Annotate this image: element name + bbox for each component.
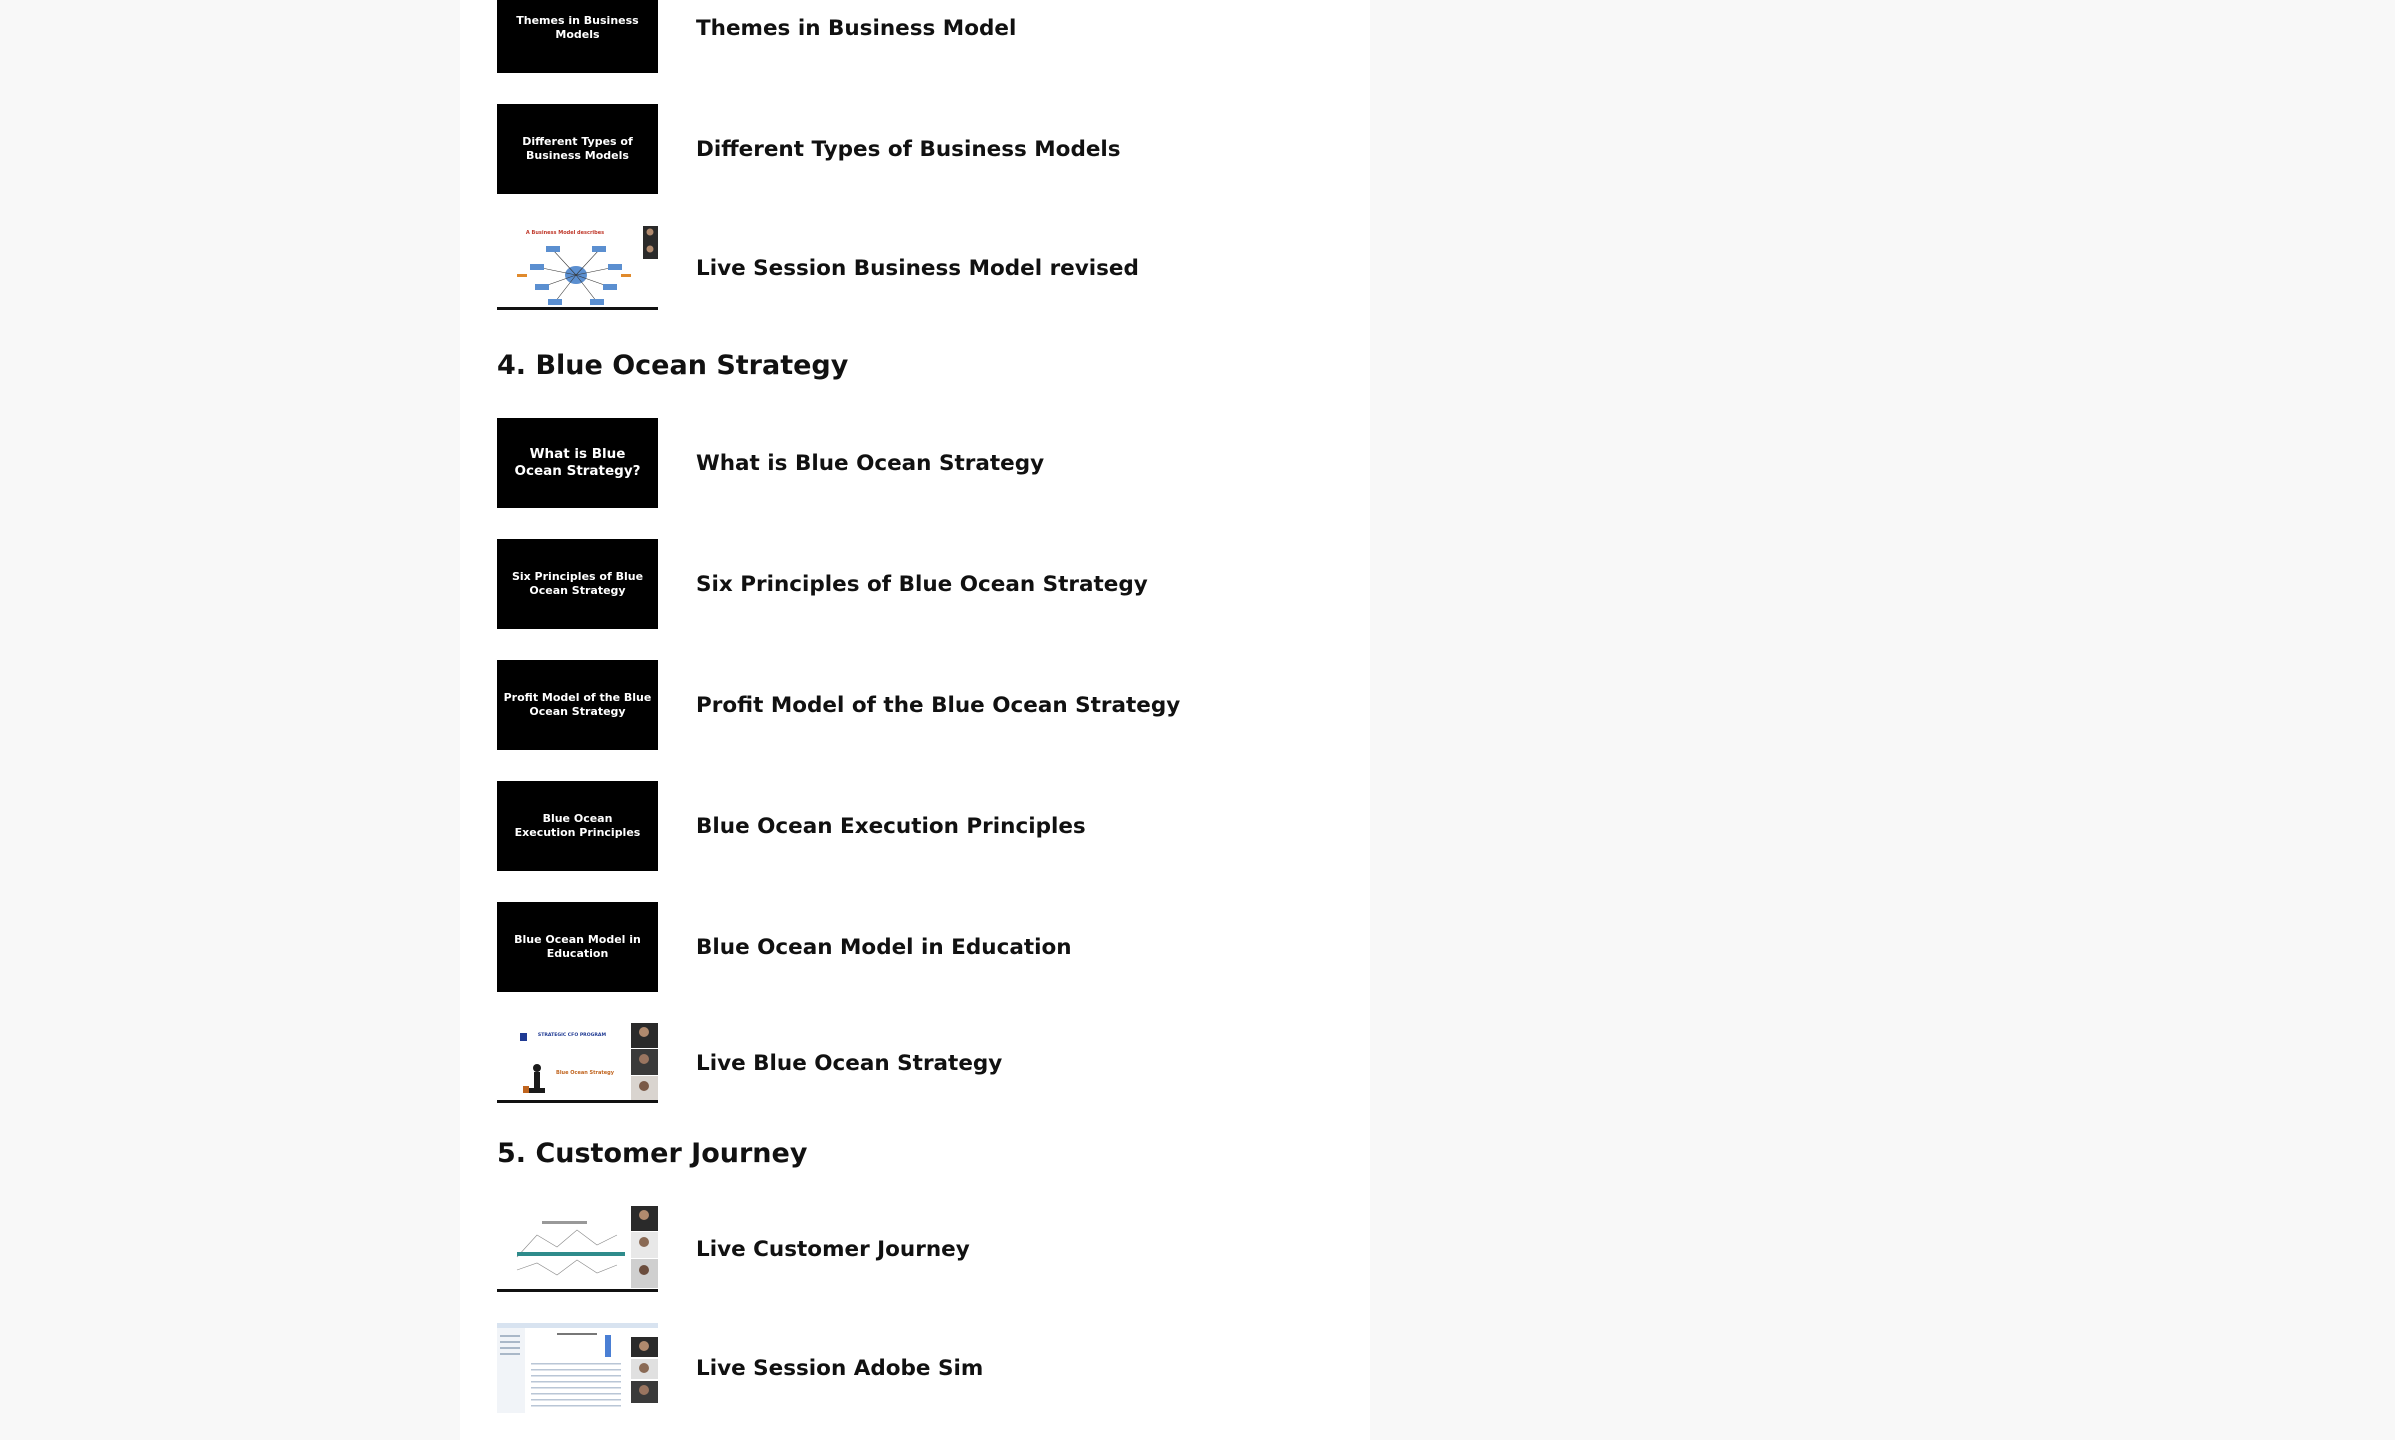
lesson-item[interactable]: [497, 781, 1086, 871]
lesson-thumbnail[interactable]: [497, 226, 658, 310]
strategy-slide-icon: [497, 1023, 658, 1102]
lesson-thumbnail[interactable]: [497, 1023, 658, 1103]
lesson-title[interactable]: Blue Ocean Execution Principles: [696, 813, 1086, 839]
lesson-title[interactable]: Live Session Business Model revised: [696, 255, 1139, 281]
section-heading: 5. Customer Journey: [497, 1138, 808, 1169]
lesson-item[interactable]: [497, 539, 1148, 629]
lesson-title[interactable]: Blue Ocean Model in Education: [696, 934, 1072, 960]
lesson-thumbnail[interactable]: [497, 902, 658, 992]
lesson-item[interactable]: [497, 0, 1016, 73]
lesson-title[interactable]: Live Customer Journey: [696, 1236, 970, 1262]
lesson-thumbnail[interactable]: [497, 781, 658, 871]
thumbnail-caption: STRATEGIC CFO PROGRAM: [537, 1032, 607, 1038]
lesson-title[interactable]: Six Principles of Blue Ocean Strategy: [696, 571, 1148, 597]
business-model-diagram-icon: [497, 226, 658, 309]
lesson-title[interactable]: Profit Model of the Blue Ocean Strategy: [696, 692, 1181, 718]
spreadsheet-sim-icon: [497, 1323, 658, 1413]
lesson-title[interactable]: Themes in Business Model: [696, 15, 1017, 41]
lesson-item[interactable]: [497, 1323, 983, 1413]
section-heading: 4. Blue Ocean Strategy: [497, 350, 849, 381]
thumbnail-caption: Blue Ocean Execution Principles: [514, 812, 641, 839]
lesson-item[interactable]: [497, 660, 1180, 750]
lesson-thumbnail[interactable]: [497, 0, 658, 73]
lesson-item[interactable]: [497, 226, 1139, 310]
lesson-title[interactable]: Different Types of Business Models: [696, 136, 1121, 162]
lesson-title[interactable]: Live Blue Ocean Strategy: [696, 1050, 1003, 1076]
lesson-item[interactable]: [497, 418, 1044, 508]
lesson-item[interactable]: [497, 1206, 970, 1292]
lesson-thumbnail[interactable]: [497, 104, 658, 194]
lesson-thumbnail[interactable]: [497, 1323, 658, 1413]
thumbnail-subcaption: Blue Ocean Strategy: [556, 1069, 614, 1076]
thumbnail-caption: Different Types of Business Models: [522, 135, 633, 162]
lesson-thumbnail[interactable]: [497, 418, 658, 508]
thumbnail-caption: What is Blue Ocean Strategy?: [514, 446, 641, 479]
lesson-item[interactable]: [497, 1023, 1002, 1103]
thumbnail-caption: Profit Model of the Blue Ocean Strategy: [503, 691, 652, 718]
thumbnail-caption: A Business Model describes: [525, 229, 605, 236]
lesson-thumbnail[interactable]: [497, 660, 658, 750]
lesson-item[interactable]: [497, 104, 1121, 194]
lesson-item[interactable]: [497, 902, 1072, 992]
thumbnail-caption: Six Principles of Blue Ocean Strategy: [511, 570, 644, 597]
customer-journey-map-icon: [497, 1206, 658, 1291]
lesson-thumbnail[interactable]: [497, 539, 658, 629]
lesson-title[interactable]: Live Session Adobe Sim: [696, 1355, 984, 1381]
thumbnail-caption: Themes in Business Models: [516, 14, 639, 41]
lesson-title[interactable]: What is Blue Ocean Strategy: [696, 450, 1045, 476]
lesson-thumbnail[interactable]: [497, 1206, 658, 1292]
thumbnail-caption: Blue Ocean Model in Education: [514, 933, 641, 960]
